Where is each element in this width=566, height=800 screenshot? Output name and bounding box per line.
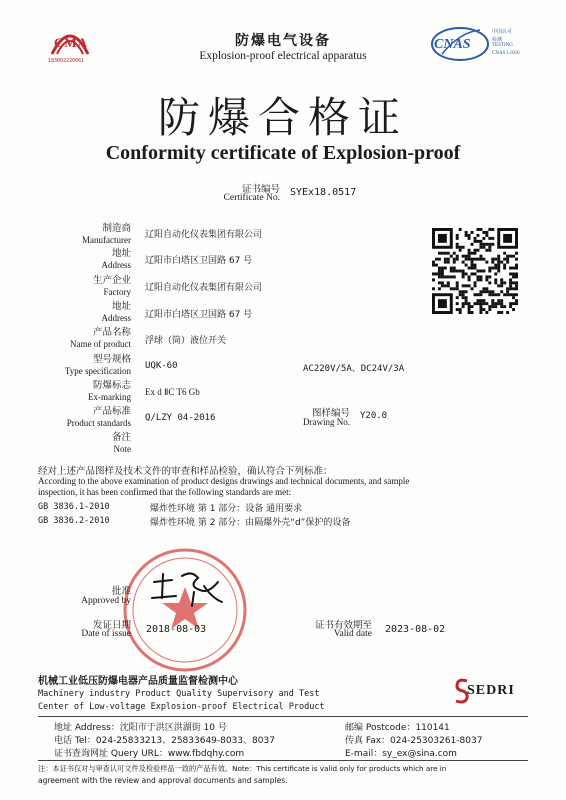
issue-label-en: Date of issue [81, 629, 131, 639]
drawing-label-en: Drawing No. [303, 417, 350, 427]
field-value: Ex d ⅡC T6 Gb [145, 387, 200, 397]
sedri-text: SEDRI [467, 683, 515, 698]
cnas-sub2: 检测 [492, 37, 503, 43]
divider [38, 760, 528, 761]
field-label-en: Factory [103, 287, 131, 297]
official-stamp [120, 545, 250, 675]
cert-number: SYEx18.0517 [290, 187, 357, 198]
divider [38, 716, 528, 717]
field-label-cn: 型号规格 [92, 354, 131, 365]
center-name-cn: 机械工业低压防爆电器产品质量监督检测中心 [38, 676, 238, 687]
cma-number: 183002220061 [48, 58, 85, 64]
drawing-number: Y20.0 [360, 411, 388, 421]
field-label-cn: 产品名称 [92, 327, 131, 338]
field-value: Q/LZY 04-2016 [145, 413, 216, 423]
field-value: 辽阳市白塔区卫国路 67 号 [145, 256, 253, 266]
drawing-label-cn: 图样编号 [311, 408, 350, 419]
field-value: 辽阳市白塔区卫国路 67 号 [145, 310, 253, 320]
field-value: UQK-60 [145, 361, 178, 371]
approved-label-en: Approved by [81, 596, 131, 606]
field-label-en: Name of product [70, 339, 131, 349]
contact-address: 地址 Address：沈阳市于洪区洪湖街 10 号 [54, 723, 227, 733]
footer-note-2: agreement with the review and approval documents and samples. [38, 776, 288, 785]
standard-code: GB 3836.1-2010 [38, 502, 110, 512]
statement-en-2: inspection, it has been confirmed that the following standards are met: [38, 487, 292, 497]
valid-label-en: Valid date [333, 629, 372, 639]
field-label-en: Manufacturer [82, 235, 131, 245]
valid-date: 2023-08-02 [385, 624, 446, 635]
field-label-en: Product standards [66, 418, 131, 428]
standard-desc: 爆炸性环境 第 1 部分：设备 通用要求 [150, 504, 303, 514]
standard-code: GB 3836.2-2010 [38, 516, 110, 526]
type-spec-extra: AC220V/5A、DC24V/3A [303, 364, 405, 374]
contact-tel: 电话 Tel：024-25833213、25833649-8033、8037 [54, 736, 275, 746]
standard-desc: 爆炸性环境 第 2 部分：由隔爆外壳“d”保护的设备 [150, 518, 351, 528]
cert-label-cn: 证书编号 [241, 184, 280, 195]
field-label-cn: 制造商 [102, 223, 131, 234]
main-title-cn: 防爆合格证 [157, 93, 408, 142]
center-name-en-1: Machinery industry Product Quality Supervisory and Test [38, 689, 320, 699]
cnas-num: CNAS L1016 [492, 51, 520, 56]
contact-query-url[interactable]: 证书查询网址 Query URL：www.fbdqhy.com [54, 749, 245, 759]
field-label-cn: 生产企业 [92, 275, 131, 286]
contact-postcode: 邮编 Postcode：110141 [345, 723, 450, 733]
field-label-en: Address [101, 260, 131, 270]
cert-label-en: Certificate No. [223, 193, 280, 203]
contact-fax: 传真 Fax：024-25303261-8037 [345, 736, 483, 746]
signature [148, 568, 228, 608]
center-name-en-2: Center of Low-voltage Explosion-proof Electrical Product [38, 702, 325, 712]
approved-label-cn: 批准 [111, 586, 131, 597]
sedri-logo [455, 678, 535, 708]
qr-code [432, 228, 518, 314]
field-value: 浮球（筒）液位开关 [145, 336, 227, 346]
issue-date: 2018-08-03 [146, 624, 207, 635]
field-label-cn: 地址 [111, 248, 131, 259]
issue-label-cn: 发证日期 [92, 620, 131, 631]
header-title-cn: 防爆电气设备 [235, 33, 331, 49]
header-title-en: Explosion-proof electrical apparatus [199, 50, 367, 62]
field-label-cn: 地址 [111, 301, 131, 312]
field-label-cn: 产品标准 [92, 406, 131, 417]
field-label-en: Ex-marking [88, 392, 131, 402]
main-title-en: Conformity certificate of Explosion-proof [105, 142, 461, 164]
cnas-logo [430, 24, 530, 68]
footer-note-1: 注：本证书仅对与审查认可文件及检验样品一致的产品有效。Note：This certificate is valid only for products which are in [38, 764, 447, 773]
field-value: 辽阳自动化仪表集团有限公司 [145, 283, 263, 293]
field-label-en: Note [113, 444, 131, 454]
field-label-cn: 防爆标志 [92, 380, 131, 391]
cnas-text: CNAS [434, 37, 471, 52]
statement-cn: 经对上述产品图样及技术文件的审查和样品检验，确认符合下列标准： [38, 466, 333, 477]
field-value: 辽阳自动化仪表集团有限公司 [145, 230, 263, 240]
contact-email[interactable]: E-mail：sy_ex@sina.com [345, 749, 457, 759]
valid-label-cn: 证书有效期至 [314, 620, 372, 631]
statement-en-1: According to the above examination of product designs drawings and technical documents, and sample [38, 476, 410, 486]
cma-text: CMA [54, 35, 89, 50]
cnas-sub1: 中国认可 [492, 29, 513, 35]
field-label-cn: 备注 [111, 432, 131, 443]
field-label-en: Address [101, 313, 131, 323]
field-label-en: Type specification [64, 366, 131, 376]
cnas-sub3: TESTING [492, 43, 513, 48]
